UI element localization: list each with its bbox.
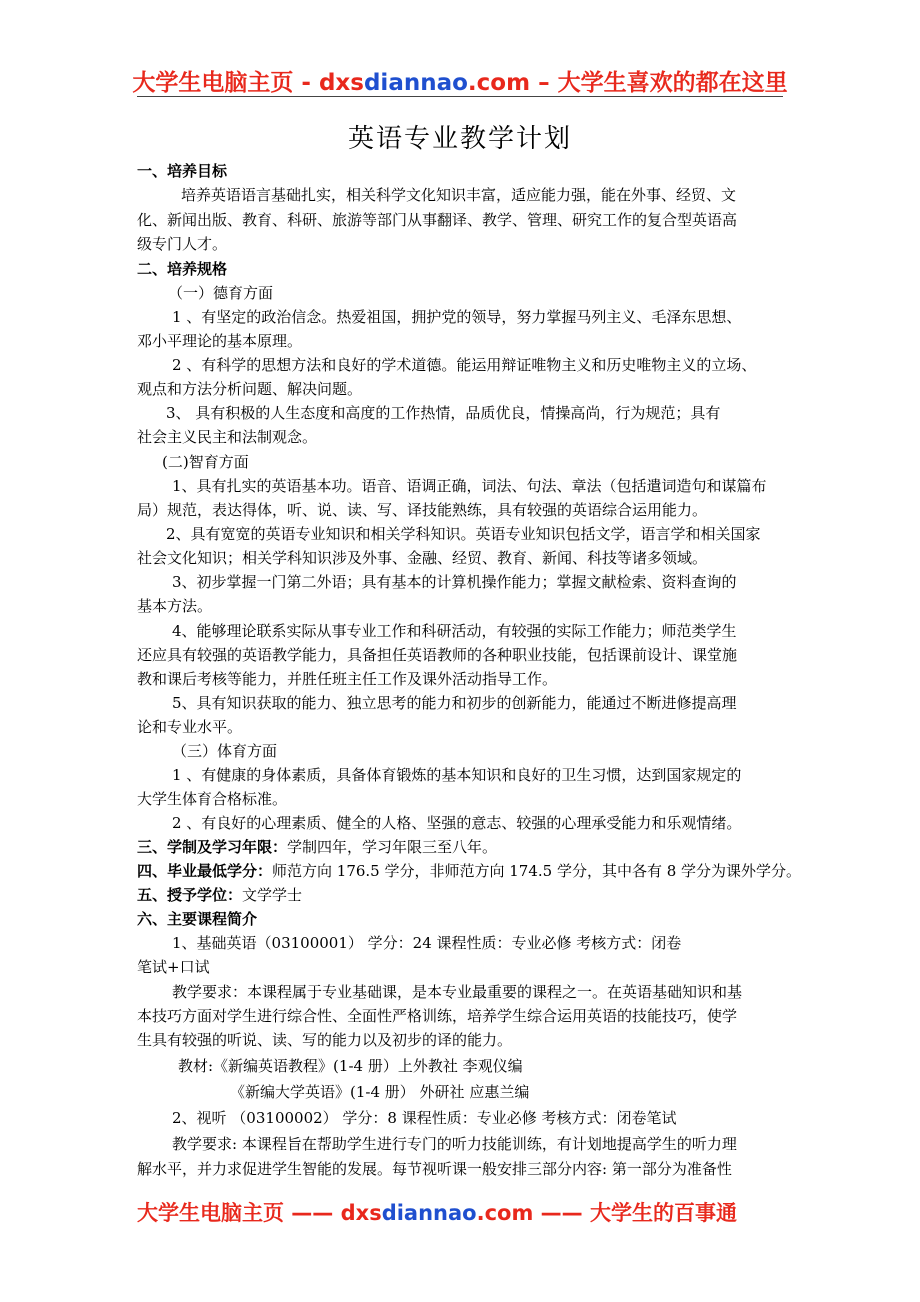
section-row — [137, 861, 801, 881]
section-label: 四、毕业最低学分： — [137, 862, 273, 880]
paragraph-line: 培养英语语言基础扎实，相关科学文化知识丰富，适应能力强，能在外事、经贸、文 — [181, 186, 737, 204]
paragraph-line: 解水平，并力求促进学生智能的发展。每节视听课一般安排三部分内容: 第一部分为准备性 — [137, 1160, 732, 1178]
paragraph-line: 1 、有坚定的政治信念。热爱祖国，拥护党的领导，努力掌握马列主义、毛泽东思想、 — [172, 308, 742, 326]
header-prefix: 大学生电脑主页 - — [132, 70, 319, 96]
paragraph-line: 本技巧方面对学生进行综合性、全面性严格训练，培养学生综合运用英语的技能技巧，使学 — [137, 1007, 738, 1025]
paragraph-line: 局）规范，表达得体，听、说、读、写、译技能熟练，具有较强的英语综合运用能力。 — [137, 501, 708, 519]
section-heading: 一、培养目标 — [137, 162, 228, 180]
section-heading: 六、主要课程简介 — [137, 910, 258, 928]
footer-prefix: 大学生电脑主页 —— — [137, 1201, 341, 1225]
paragraph-line: 2 、有良好的心理素质、健全的人格、坚强的意志、较强的心理承受能力和乐观情绪。 — [172, 814, 742, 832]
site-footer-banner — [137, 1197, 797, 1227]
paragraph-line: 5、具有知识获取的能力、独立思考的能力和初步的创新能力，能通过不断进修提高理 — [172, 694, 737, 712]
paragraph-line: 教学要求：本课程属于专业基础课，是本专业最重要的课程之一。在英语基础知识和基 — [172, 983, 743, 1001]
footer-domain-diannao: diannao — [381, 1201, 477, 1225]
paragraph-line: 级专门人才。 — [137, 235, 228, 253]
page-title: 英语专业教学计划 — [347, 124, 572, 154]
paragraph-line: 化、新闻出版、教育、科研、旅游等部门从事翻译、教学、管理、研究工作的复合型英语高 — [137, 211, 738, 229]
paragraph-line: 生具有较强的听说、读、写的能力以及初步的译的能力。 — [137, 1031, 513, 1049]
course-line: 1、基础英语（03100001） 学分：24 课程性质：专业必修 考核方式：闭卷 — [172, 934, 682, 952]
course-line: 笔试+口试 — [137, 958, 210, 976]
paragraph-line: 基本方法。 — [137, 597, 213, 615]
section-row — [137, 885, 302, 905]
footer-domain-com: .com — [476, 1201, 534, 1225]
paragraph-line: 社会主义民主和法制观念。 — [137, 428, 318, 446]
section-value: 学制四年，学习年限三至八年。 — [287, 838, 498, 856]
paragraph-line: 教和课后考核等能力，并胜任班主任工作及课外活动指导工作。 — [137, 670, 558, 688]
site-header-banner — [0, 64, 920, 97]
textbook-line: 教材:《新编英语教程》(1-4 册）上外教社 李观仪编 — [178, 1057, 523, 1075]
paragraph-line: 观点和方法分析问题、解决问题。 — [137, 380, 363, 398]
section-label: 五、授予学位： — [137, 886, 243, 904]
section-heading: 二、培养规格 — [137, 260, 228, 278]
course-line: 2、视听 （03100002） 学分：8 课程性质：专业必修 考核方式：闭卷笔试 — [172, 1109, 677, 1127]
paragraph-line: 邓小平理论的基本原理。 — [137, 332, 303, 350]
paragraph-line: 教学要求: 本课程旨在帮助学生进行专门的听力技能训练，有计划地提高学生的听力理 — [172, 1135, 737, 1153]
header-domain-diannao: diannao — [363, 70, 468, 96]
header-divider — [137, 96, 783, 97]
section-label: 三、学制及学习年限： — [137, 838, 288, 856]
subsection-heading: （三）体育方面 — [172, 742, 278, 760]
paragraph-line: 2、具有宽宽的英语专业知识和相关学科知识。英语专业知识包括文学，语言学和相关国家 — [166, 525, 761, 543]
paragraph-line: 还应具有较强的英语教学能力，具备担任英语教师的各种职业技能，包括课前设计、课堂施 — [137, 646, 738, 664]
header-suffix: – 大学生喜欢的都在这里 — [530, 70, 788, 96]
paragraph-line: 4、能够理论联系实际从事专业工作和科研活动，有较强的实际工作能力；师范类学生 — [172, 622, 737, 640]
section-value: 师范方向 176.5 学分，非师范方向 174.5 学分，其中各有 8 学分为课外学分。 — [272, 862, 802, 880]
textbook-line: 《新编大学英语》(1-4 册） 外研社 应惠兰编 — [230, 1083, 530, 1101]
header-domain-com: .com — [467, 70, 531, 96]
section-value: 文学学士 — [242, 886, 303, 904]
header-domain-dxs: dxs — [318, 70, 364, 96]
subsection-heading: (二)智育方面 — [162, 453, 249, 471]
paragraph-line: 社会文化知识；相关学科知识涉及外事、金融、经贸、教育、新闻、科技等诸多领域。 — [137, 549, 708, 567]
paragraph-line: 2 、有科学的思想方法和良好的学术道德。能运用辩证唯物主义和历史唯物主义的立场、 — [172, 356, 757, 374]
paragraph-line: 大学生体育合格标准。 — [137, 790, 288, 808]
paragraph-line: 论和专业水平。 — [137, 718, 243, 736]
paragraph-line: 1、具有扎实的英语基本功。语音、语调正确，词法、句法、章法（包括遣词造句和谋篇布 — [172, 477, 767, 495]
paragraph-line: 3、 具有积极的人生态度和高度的工作热情，品质优良，情操高尚，行为规范；具有 — [166, 404, 721, 422]
section-row — [137, 837, 497, 857]
paragraph-line: 1 、有健康的身体素质，具备体育锻炼的基本知识和良好的卫生习惯，达到国家规定的 — [172, 766, 742, 784]
footer-suffix: —— 大学生的百事通 — [533, 1201, 737, 1225]
subsection-heading: （一）德育方面 — [168, 284, 274, 302]
paragraph-line: 3、初步掌握一门第二外语；具有基本的计算机操作能力；掌握文献检索、资料查询的 — [172, 573, 737, 591]
footer-domain-dxs: dxs — [340, 1201, 382, 1225]
